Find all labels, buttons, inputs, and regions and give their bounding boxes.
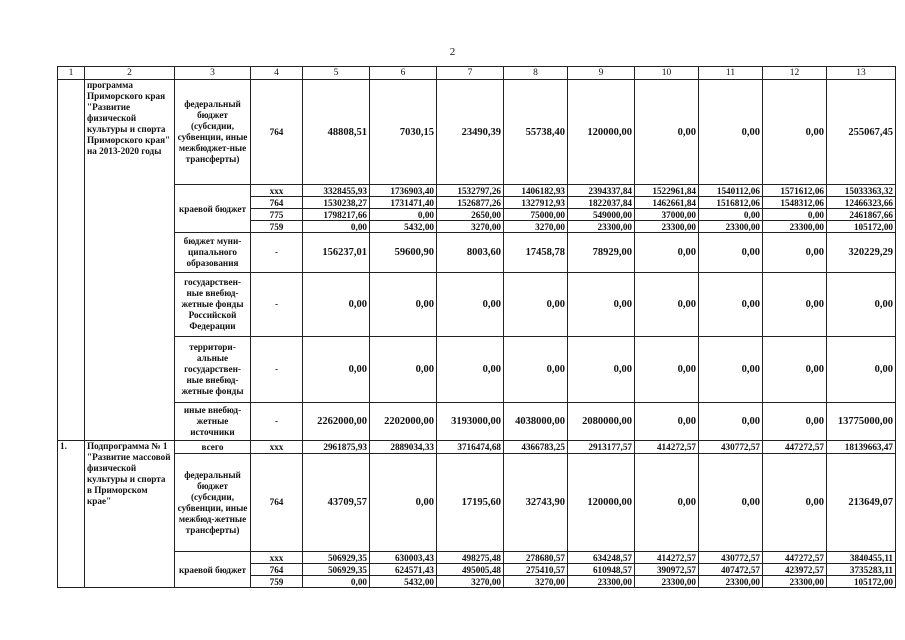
amount-cell: 447272,57 (763, 552, 827, 564)
budget-code-cell: 764 (251, 454, 303, 552)
amount-cell: 8003,60 (437, 233, 504, 273)
amount-cell: 610948,57 (568, 564, 635, 576)
amount-cell: 2889034,33 (370, 441, 437, 454)
col-header: 7 (437, 67, 504, 80)
amount-cell: 0,00 (303, 273, 370, 337)
row-number-cell: 1. (58, 441, 85, 588)
amount-cell: 423972,57 (763, 564, 827, 576)
amount-cell: 0,00 (763, 454, 827, 552)
col-header: 11 (699, 67, 763, 80)
funding-source-cell: иные внебюд-жетные источники (175, 403, 251, 441)
table-row (58, 337, 896, 403)
funding-source-cell: федеральный бюджет (субсидии, субвенции, иные межбюджет-ные трансферты) (175, 80, 251, 185)
amount-cell: 634248,57 (568, 552, 635, 564)
amount-cell: 1327912,93 (504, 197, 568, 209)
amount-cell: 2961875,93 (303, 441, 370, 454)
amount-cell: 48808,51 (303, 80, 370, 185)
budget-code-cell: xxx (251, 441, 303, 454)
amount-cell: 5432,00 (370, 221, 437, 233)
amount-cell: 0,00 (635, 454, 699, 552)
amount-cell: 0,00 (303, 221, 370, 233)
amount-cell: 23300,00 (763, 221, 827, 233)
amount-cell: 498275,48 (437, 552, 504, 564)
program-name-cell: Подпрограмма № 1 "Развитие массовой физической культуры и спорта в Приморском крае" (85, 441, 175, 588)
amount-cell: 23300,00 (568, 221, 635, 233)
amount-cell: 1571612,06 (763, 185, 827, 197)
amount-cell: 255067,45 (827, 80, 896, 185)
amount-cell: 59600,90 (370, 233, 437, 273)
amount-cell: 1540112,06 (699, 185, 763, 197)
amount-cell: 3328455,93 (303, 185, 370, 197)
col-header: 6 (370, 67, 437, 80)
row-number-cell (58, 80, 85, 441)
amount-cell: 0,00 (827, 337, 896, 403)
amount-cell: 23300,00 (763, 576, 827, 588)
table-row (58, 441, 896, 454)
amount-cell: 2394337,84 (568, 185, 635, 197)
amount-cell: 2913177,57 (568, 441, 635, 454)
amount-cell: 213649,07 (827, 454, 896, 552)
budget-code-cell: - (251, 403, 303, 441)
amount-cell: 78929,00 (568, 233, 635, 273)
funding-source-cell: краевой бюджет (175, 552, 251, 588)
amount-cell: 0,00 (370, 337, 437, 403)
amount-cell: 278680,57 (504, 552, 568, 564)
amount-cell: 0,00 (699, 273, 763, 337)
amount-cell: 23300,00 (699, 221, 763, 233)
amount-cell: 17195,60 (437, 454, 504, 552)
amount-cell: 0,00 (504, 337, 568, 403)
amount-cell: 3270,00 (437, 576, 504, 588)
amount-cell: 0,00 (635, 80, 699, 185)
amount-cell: 1548312,06 (763, 197, 827, 209)
budget-code-cell: - (251, 273, 303, 337)
table-row (58, 185, 896, 197)
funding-source-cell: краевой бюджет (175, 185, 251, 233)
amount-cell: 2650,00 (437, 209, 504, 221)
amount-cell: 3193000,00 (437, 403, 504, 441)
amount-cell: 23300,00 (635, 576, 699, 588)
amount-cell: 13775000,00 (827, 403, 896, 441)
amount-cell: 23300,00 (568, 576, 635, 588)
amount-cell: 495005,48 (437, 564, 504, 576)
col-header: 5 (303, 67, 370, 80)
amount-cell: 17458,78 (504, 233, 568, 273)
amount-cell: 0,00 (699, 337, 763, 403)
page-number: 2 (449, 46, 456, 58)
amount-cell: 0,00 (370, 273, 437, 337)
amount-cell: 1532797,26 (437, 185, 504, 197)
budget-table (57, 66, 896, 588)
amount-cell: 75000,00 (504, 209, 568, 221)
table-row (58, 454, 896, 552)
amount-cell: 275410,57 (504, 564, 568, 576)
amount-cell: 0,00 (303, 576, 370, 588)
amount-cell: 23490,39 (437, 80, 504, 185)
amount-cell: 630003,43 (370, 552, 437, 564)
budget-code-cell: xxx (251, 552, 303, 564)
amount-cell: 624571,43 (370, 564, 437, 576)
amount-cell: 55738,40 (504, 80, 568, 185)
table-row (58, 273, 896, 337)
amount-cell: 430772,57 (699, 441, 763, 454)
amount-cell: 0,00 (568, 273, 635, 337)
amount-cell: 0,00 (504, 273, 568, 337)
amount-cell: 0,00 (827, 273, 896, 337)
col-header: 3 (175, 67, 251, 80)
amount-cell: 1731471,40 (370, 197, 437, 209)
amount-cell: 1798217,66 (303, 209, 370, 221)
amount-cell: 0,00 (370, 209, 437, 221)
amount-cell: 1822037,84 (568, 197, 635, 209)
amount-cell: 320229,29 (827, 233, 896, 273)
amount-cell: 3270,00 (504, 221, 568, 233)
amount-cell: 0,00 (370, 454, 437, 552)
amount-cell: 3716474,68 (437, 441, 504, 454)
funding-source-cell: федеральный бюджет (субсидии, субвенции, иные межбюд-жетные трансферты) (175, 454, 251, 552)
table-row (58, 552, 896, 564)
amount-cell: 0,00 (437, 273, 504, 337)
amount-cell: 18139663,47 (827, 441, 896, 454)
amount-cell: 1516812,06 (699, 197, 763, 209)
amount-cell: 549000,00 (568, 209, 635, 221)
col-header: 10 (635, 67, 699, 80)
amount-cell: 12466323,66 (827, 197, 896, 209)
amount-cell: 0,00 (699, 403, 763, 441)
budget-code-cell: 764 (251, 80, 303, 185)
amount-cell: 1736903,40 (370, 185, 437, 197)
amount-cell: 37000,00 (635, 209, 699, 221)
col-header: 13 (827, 67, 896, 80)
amount-cell: 0,00 (699, 233, 763, 273)
amount-cell: 7030,15 (370, 80, 437, 185)
budget-code-cell: 759 (251, 576, 303, 588)
amount-cell: 5432,00 (370, 576, 437, 588)
amount-cell: 105172,00 (827, 221, 896, 233)
col-header: 4 (251, 67, 303, 80)
amount-cell: 23300,00 (635, 221, 699, 233)
amount-cell: 0,00 (763, 233, 827, 273)
amount-cell: 430772,57 (699, 552, 763, 564)
amount-cell: 0,00 (635, 337, 699, 403)
amount-cell: 43709,57 (303, 454, 370, 552)
amount-cell: 3270,00 (437, 221, 504, 233)
col-header: 2 (85, 67, 175, 80)
amount-cell: 447272,57 (763, 441, 827, 454)
budget-code-cell: - (251, 233, 303, 273)
amount-cell: 105172,00 (827, 576, 896, 588)
amount-cell: 0,00 (763, 403, 827, 441)
budget-code-cell: xxx (251, 185, 303, 197)
amount-cell: 0,00 (437, 337, 504, 403)
amount-cell: 0,00 (568, 337, 635, 403)
amount-cell: 0,00 (635, 233, 699, 273)
amount-cell: 0,00 (763, 209, 827, 221)
amount-cell: 1530238,27 (303, 197, 370, 209)
amount-cell: 120000,00 (568, 454, 635, 552)
amount-cell: 1522961,84 (635, 185, 699, 197)
budget-code-cell: 764 (251, 197, 303, 209)
amount-cell: 407472,57 (699, 564, 763, 576)
amount-cell: 4366783,25 (504, 441, 568, 454)
amount-cell: 414272,57 (635, 552, 699, 564)
amount-cell: 0,00 (699, 454, 763, 552)
amount-cell: 0,00 (763, 337, 827, 403)
amount-cell: 3270,00 (504, 576, 568, 588)
funding-source-cell: территори-альные государствен-ные внебюд-жетные фонды (175, 337, 251, 403)
funding-source-cell: государствен-ные внебюд-жетные фонды Российской Федерации (175, 273, 251, 337)
funding-source-cell: всего (175, 441, 251, 454)
amount-cell: 3840455,11 (827, 552, 896, 564)
amount-cell: 2262000,00 (303, 403, 370, 441)
col-header: 9 (568, 67, 635, 80)
amount-cell: 0,00 (699, 80, 763, 185)
amount-cell: 2080000,00 (568, 403, 635, 441)
table-row (58, 403, 896, 441)
amount-cell: 506929,35 (303, 564, 370, 576)
column-number-row (58, 67, 896, 80)
amount-cell: 0,00 (635, 403, 699, 441)
col-header: 8 (504, 67, 568, 80)
amount-cell: 1406182,93 (504, 185, 568, 197)
amount-cell: 1526877,26 (437, 197, 504, 209)
budget-code-cell: 775 (251, 209, 303, 221)
budget-code-cell: 759 (251, 221, 303, 233)
amount-cell: 15033363,32 (827, 185, 896, 197)
col-header: 1 (58, 67, 85, 80)
amount-cell: 120000,00 (568, 80, 635, 185)
amount-cell: 0,00 (635, 273, 699, 337)
amount-cell: 0,00 (699, 209, 763, 221)
amount-cell: 506929,35 (303, 552, 370, 564)
amount-cell: 156237,01 (303, 233, 370, 273)
amount-cell: 2202000,00 (370, 403, 437, 441)
amount-cell: 0,00 (763, 273, 827, 337)
amount-cell: 0,00 (303, 337, 370, 403)
amount-cell: 3735283,11 (827, 564, 896, 576)
amount-cell: 32743,90 (504, 454, 568, 552)
amount-cell: 23300,00 (699, 576, 763, 588)
budget-code-cell: 764 (251, 564, 303, 576)
amount-cell: 390972,57 (635, 564, 699, 576)
table-row (58, 80, 896, 185)
budget-code-cell: - (251, 337, 303, 403)
amount-cell: 0,00 (763, 80, 827, 185)
col-header: 12 (763, 67, 827, 80)
amount-cell: 2461867,66 (827, 209, 896, 221)
amount-cell: 414272,57 (635, 441, 699, 454)
amount-cell: 4038000,00 (504, 403, 568, 441)
funding-source-cell: бюджет муни-ципального образования (175, 233, 251, 273)
program-name-cell: программа Приморского края "Развитие физической культуры и спорта Приморского края" на 2013-2020 годы (85, 80, 175, 441)
table-row (58, 233, 896, 273)
amount-cell: 1462661,84 (635, 197, 699, 209)
